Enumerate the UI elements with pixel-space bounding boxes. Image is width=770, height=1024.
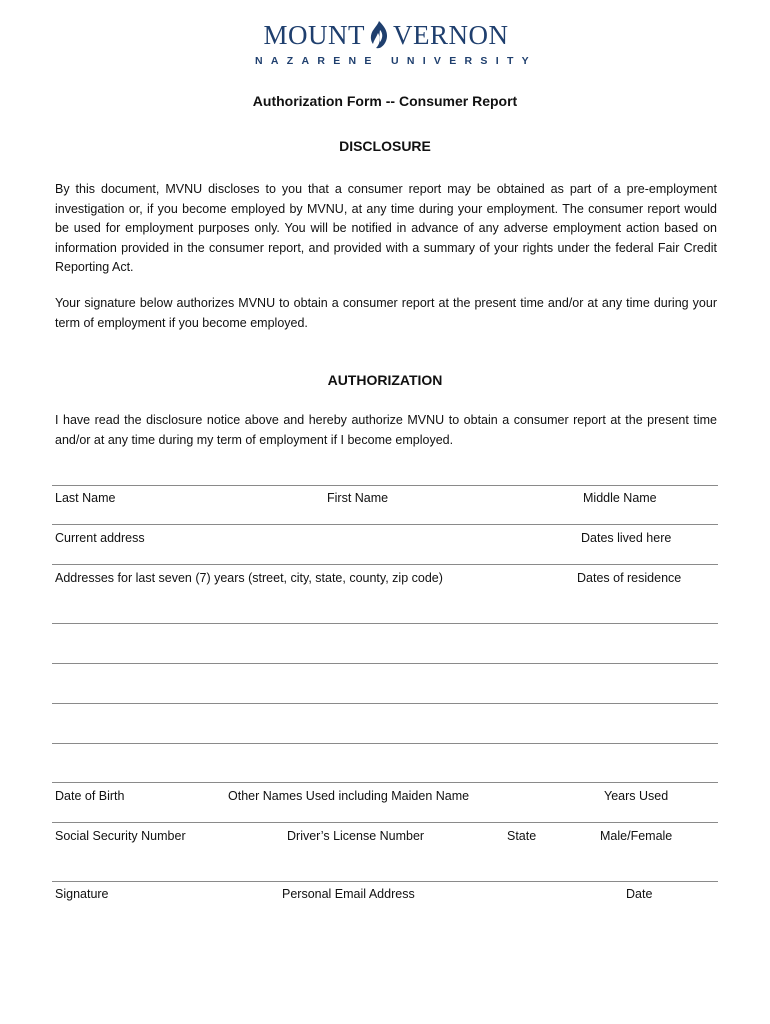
dob-field-line[interactable] xyxy=(52,822,718,823)
authorization-heading: AUTHORIZATION xyxy=(327,372,443,388)
ssn-label: Social Security Number xyxy=(55,829,186,843)
first-name-label: First Name xyxy=(327,491,389,505)
previous-address-line-3[interactable] xyxy=(52,703,718,704)
disclosure-paragraph-2: Your signature below authorizes MVNU to obtain a consumer report at the present time and/or at any time during your term of employment if you become employed. xyxy=(55,296,717,330)
previous-address-line-2[interactable] xyxy=(52,663,718,664)
current-address-label: Current address xyxy=(55,531,145,545)
name-field-line[interactable] xyxy=(52,524,718,525)
personal-email-label: Personal Email Address xyxy=(282,887,415,901)
previous-address-line-1[interactable] xyxy=(52,623,718,624)
logo-word-right: VERNON xyxy=(393,20,509,50)
other-names-label: Other Names Used including Maiden Name xyxy=(228,789,470,803)
form-title: Authorization Form -- Consumer Report xyxy=(252,93,518,109)
years-used-label: Years Used xyxy=(604,789,669,803)
logo-word-left: MOUNT xyxy=(263,20,365,50)
logo-wordmark xyxy=(255,18,517,52)
drivers-license-label: Driver’s License Number xyxy=(287,829,425,843)
state-label: State xyxy=(507,829,537,843)
university-logo xyxy=(255,18,537,68)
previous-addresses-label: Addresses for last seven (7) years (street, city, state, county, zip code) xyxy=(55,571,443,585)
disclosure-paragraph-1: By this document, MVNU discloses to you that a consumer report may be obtained as part of a pre-employment investigation or, if you become employed by MVNU, at any time during your employment. The consumer report would be used for employment purposes only. You will be notified in advance of any adverse employment action based on information provided in the consumer report, and provided with a summary of your rights under the federal Fair Credit Reporting Act. xyxy=(55,182,717,274)
id-field-line[interactable] xyxy=(52,881,718,882)
dates-of-residence-label: Dates of residence xyxy=(577,571,682,585)
disclosure-heading: DISCLOSURE xyxy=(339,138,431,154)
previous-address-line-4[interactable] xyxy=(52,743,718,744)
previous-address-line-5[interactable] xyxy=(52,782,718,783)
authorization-paragraph: I have read the disclosure notice above and hereby authorize MVNU to obtain a consumer report at the present time and/or at any time during my term of employment if I become employed. xyxy=(55,413,717,447)
middle-name-label: Middle Name xyxy=(583,491,657,505)
date-of-birth-label: Date of Birth xyxy=(55,789,125,803)
dates-lived-here-label: Dates lived here xyxy=(581,531,672,545)
signature-label: Signature xyxy=(55,887,109,901)
flame-icon xyxy=(367,20,391,50)
last-name-label: Last Name xyxy=(55,491,116,505)
sex-label: Male/Female xyxy=(600,829,673,843)
logo-subtitle: NAZARENE UNIVERSITY xyxy=(255,55,537,67)
current-address-field-line[interactable] xyxy=(52,564,718,565)
form-line-top xyxy=(52,485,718,486)
date-label: Date xyxy=(626,887,653,901)
